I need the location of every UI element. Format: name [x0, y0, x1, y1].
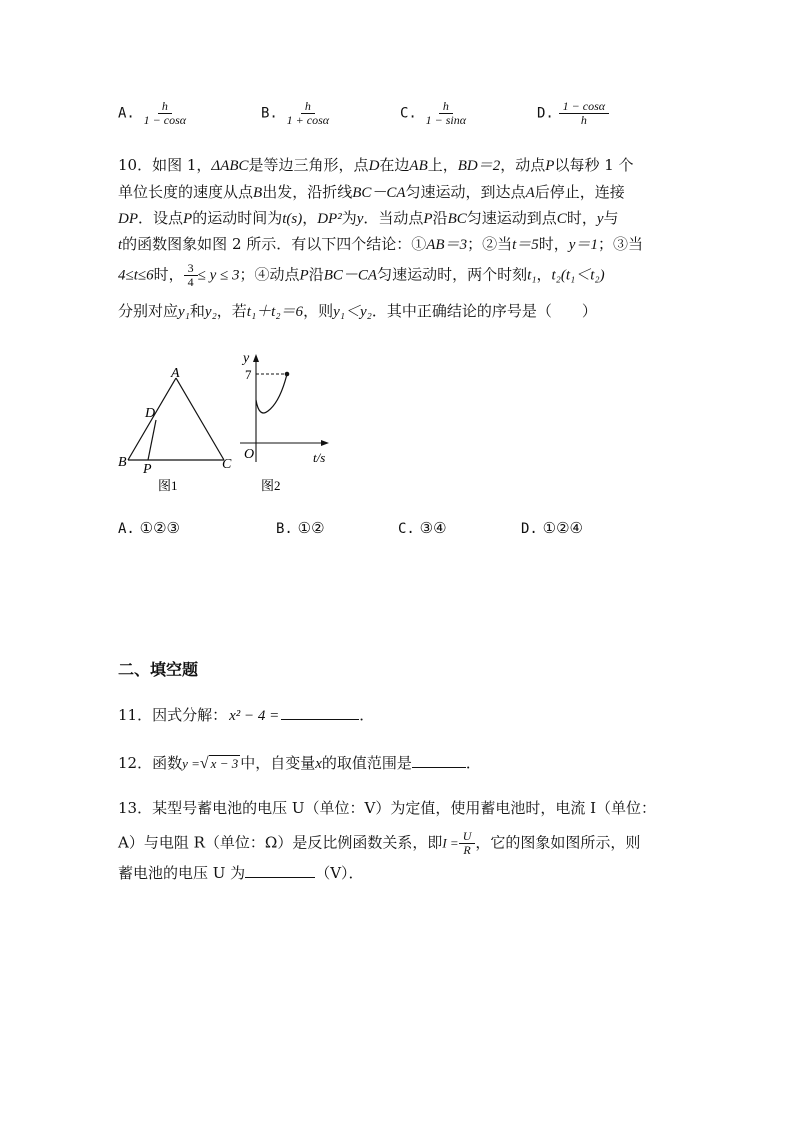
q13-line-2	[118, 830, 640, 857]
x-axis-arrow	[321, 440, 329, 446]
math: BC	[447, 211, 467, 227]
fraction-denominator: 4	[187, 275, 194, 289]
math: BD＝2	[457, 158, 501, 174]
math: B	[253, 185, 263, 201]
math: P	[299, 267, 309, 284]
label-y: y	[243, 351, 250, 366]
fraction-denominator: 1 + cosα	[286, 113, 330, 127]
math: A	[525, 185, 535, 201]
q10-line-3	[118, 207, 619, 230]
text: 在边	[379, 156, 410, 174]
q9-option-a	[118, 100, 190, 127]
math: x	[315, 756, 322, 772]
text: 蓄电池的电压 U 为	[118, 864, 246, 882]
text: ，	[536, 265, 552, 284]
q13-line-1	[118, 797, 656, 819]
label-a: A	[171, 366, 180, 381]
math: I =	[442, 835, 459, 851]
label-d: D	[145, 406, 156, 421]
text: 以每秒 1 个	[554, 156, 634, 174]
text: 沿	[432, 209, 448, 227]
option-text: ①②	[297, 519, 325, 537]
q10-line-5	[118, 262, 605, 289]
math: DP	[118, 211, 138, 227]
q12-line	[118, 752, 481, 775]
math: t(s)	[282, 211, 303, 227]
text: 出发，沿折线	[262, 183, 353, 201]
text: 时，	[538, 235, 569, 253]
triangle-side-ac	[176, 378, 224, 460]
text: 单位长度的速度从点	[118, 183, 254, 201]
math: AB	[409, 158, 428, 174]
math: t₁	[527, 267, 537, 284]
math: x² − 4 =	[229, 708, 280, 724]
fraction-numerator: 3	[184, 262, 198, 276]
label-c: C	[222, 457, 232, 472]
text: ；④动点	[239, 265, 300, 284]
text: 的运动时间为	[192, 209, 283, 227]
math: t₂(t₁＜t₂)	[551, 267, 605, 284]
text: 12．函数	[118, 754, 183, 772]
option-text: ①②④	[542, 519, 583, 537]
math: y₁＜y₂	[333, 304, 372, 320]
q9-option-d	[537, 100, 609, 127]
option-letter: C.	[400, 105, 417, 122]
fraction-denominator: 1 − sinα	[425, 113, 467, 127]
math: y＝1	[568, 237, 598, 253]
q10-option-c	[398, 519, 447, 537]
text: 时，	[153, 265, 184, 284]
q9-option-b	[261, 100, 333, 127]
math: BC－CA	[323, 267, 378, 284]
label-b: B	[118, 455, 127, 470]
fraction-three-quarters	[184, 262, 198, 289]
text: ，若	[216, 302, 247, 320]
text: 的函数图象如图 2 所示．有以下四个结论：①	[122, 235, 427, 253]
option-text: ③④	[419, 519, 447, 537]
text: 匀速运动到点	[466, 209, 557, 227]
math: t₁＋t₂＝6	[246, 304, 304, 320]
text: 时，	[566, 209, 597, 227]
math: y =	[182, 756, 200, 771]
text: 10．如图 1，	[118, 156, 212, 174]
text: 是等边三角形，点	[248, 156, 369, 174]
answer-blank[interactable]	[281, 705, 359, 720]
text: 中，自变量	[240, 754, 316, 772]
text: ，则	[303, 302, 334, 320]
text: （V）．	[315, 864, 364, 882]
q10-option-a	[118, 519, 180, 537]
option-letter: D.	[537, 105, 554, 122]
y-axis-arrow	[253, 354, 259, 362]
option-letter: B.	[276, 521, 293, 537]
function-curve	[256, 374, 287, 413]
math: 4≤t≤6	[118, 267, 154, 284]
text: 为	[341, 209, 357, 227]
option-fraction	[559, 100, 609, 127]
text: ．当动点	[363, 209, 424, 227]
option-letter: B.	[261, 105, 278, 122]
figure-2	[236, 350, 336, 495]
text: A）与电阻 R（单位：Ω）是反比例函数关系，即	[118, 833, 443, 852]
math: C	[556, 211, 567, 227]
math: y₂	[204, 304, 217, 320]
math: P	[423, 211, 433, 227]
text: ；②当	[467, 235, 513, 253]
text: 分别对应	[118, 302, 179, 320]
math: ≤ y ≤ 3	[197, 267, 240, 284]
q10-option-b	[276, 519, 325, 537]
text: ，	[302, 209, 318, 227]
q13-line-3	[118, 862, 364, 884]
q10-line-2	[118, 181, 625, 204]
fraction-numerator: 1 − cosα	[559, 100, 609, 114]
caption-fig1: 图1	[158, 478, 178, 493]
text: 和	[189, 302, 205, 320]
text: 的取值范围是	[321, 754, 412, 772]
math: ΔABC	[211, 158, 249, 174]
answer-blank[interactable]	[412, 753, 466, 768]
text: 11．因式分解：	[118, 706, 228, 724]
text: 与	[603, 209, 619, 227]
label-origin: O	[244, 447, 255, 462]
fraction-numerator: h	[158, 100, 172, 114]
answer-blank[interactable]	[245, 863, 315, 878]
text: ．其中正确结论的序号是（ ）	[371, 302, 597, 320]
label-t-axis: t/s	[313, 450, 326, 465]
fraction-denominator: R	[463, 843, 471, 857]
option-letter: D.	[521, 521, 538, 537]
math: AB＝3	[426, 237, 468, 253]
endpoint-dot	[285, 372, 290, 377]
text: ．	[359, 706, 375, 724]
math: DP²	[317, 211, 342, 227]
q10-line-1	[118, 154, 634, 177]
fraction-u-over-r	[459, 830, 476, 857]
q10-option-d	[521, 519, 583, 537]
text: 沿	[308, 265, 324, 284]
caption-fig2: 图2	[261, 478, 281, 493]
math: t＝5	[512, 237, 539, 253]
sqrt-sign: √	[199, 755, 209, 772]
math: D	[368, 158, 380, 174]
label-p: P	[143, 462, 152, 477]
math: BC－CA	[352, 185, 406, 201]
text: 后停止，连接	[534, 183, 625, 201]
fraction-numerator: h	[301, 100, 315, 114]
radicand: x − 3	[210, 756, 239, 771]
fraction-denominator: h	[580, 113, 587, 127]
math: P	[545, 158, 555, 174]
text: ．设点	[138, 209, 184, 227]
math: y₁	[178, 304, 190, 320]
option-text: ①②③	[139, 519, 180, 537]
math: t	[118, 237, 123, 253]
label-seven: 7	[245, 367, 252, 382]
fraction-numerator: U	[459, 830, 476, 844]
option-letter: A.	[118, 521, 135, 537]
option-fraction	[283, 100, 333, 127]
text: 匀速运动，到达点	[405, 183, 526, 201]
option-letter: A.	[118, 105, 135, 122]
text: ，动点	[500, 156, 546, 174]
text: 上，	[427, 156, 458, 174]
figure-1	[112, 362, 242, 497]
segment-dp	[148, 420, 156, 460]
text: ；③当	[597, 235, 643, 253]
text: 13．某型号蓄电池的电压 U（单位：V）为定值，使用蓄电池时，电流 I（单位：	[118, 799, 657, 817]
math: y	[596, 211, 604, 227]
fraction-denominator: 1 − cosα	[143, 113, 187, 127]
q10-line-4	[118, 233, 643, 256]
text: 匀速运动时，两个时刻	[377, 265, 528, 284]
q9-option-c	[400, 100, 470, 127]
option-fraction	[422, 100, 470, 127]
option-letter: C.	[398, 521, 415, 537]
math: P	[183, 211, 193, 227]
option-fraction	[140, 100, 190, 127]
section-heading: 二、填空题	[118, 660, 199, 679]
q11-line	[118, 704, 374, 727]
text: ，它的图象如图所示，则	[475, 833, 641, 852]
math: y	[356, 211, 364, 227]
text: ．	[465, 754, 481, 772]
fraction-numerator: h	[439, 100, 453, 114]
q10-line-6	[118, 300, 597, 323]
